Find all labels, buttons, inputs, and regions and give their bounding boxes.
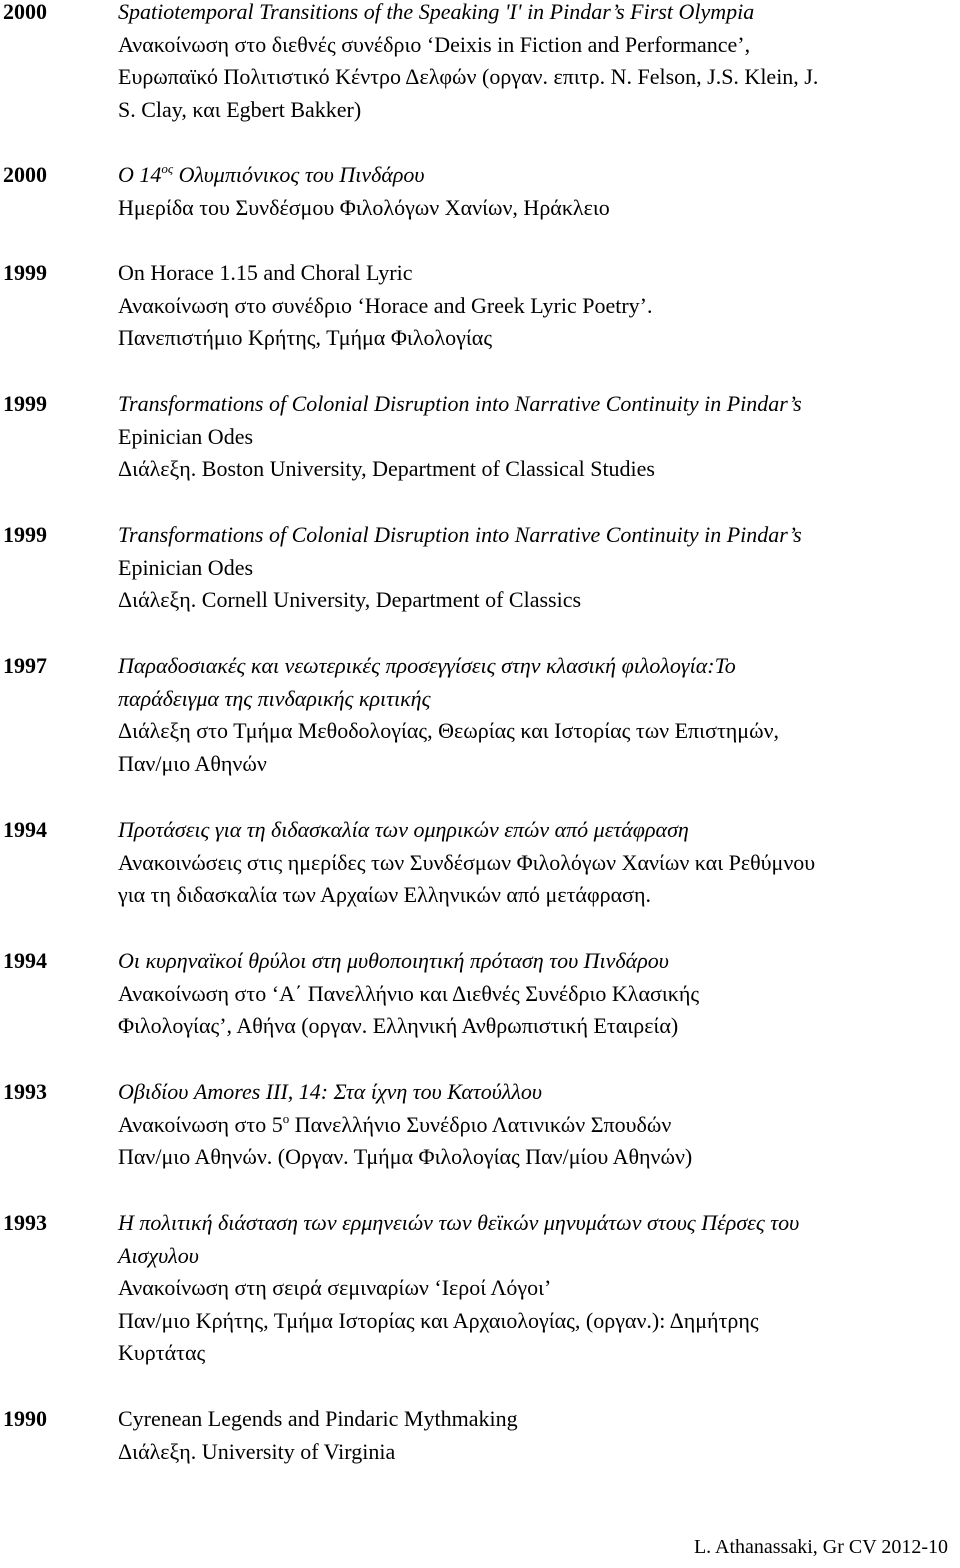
entry-title: Ο $14^{o\varsigma}$ Ολυμπιόνικος του Πινδάρου xyxy=(118,161,425,187)
ordinal-superscript: ο xyxy=(282,1110,290,1126)
entry-body xyxy=(118,519,948,617)
entry-body xyxy=(118,650,948,780)
entry-detail: Ανακοίνωση στο $5^o$ Πανελλήνιο Συνέδριο Λατινικών Σπουδών xyxy=(118,1110,672,1137)
entry-body xyxy=(118,1076,948,1174)
entry-detail: Διάλεξη. Cornell University, Department of Classics xyxy=(118,587,582,612)
page-footer: L. Athanassaki, Gr CV 2012-10 xyxy=(693,1536,948,1558)
entry-detail: Κυρτάτας xyxy=(118,1340,206,1365)
entry-year: 1999 xyxy=(3,260,47,285)
entry-detail: Ανακοίνωση στη σειρά σεμιναρίων ‘Ιεροί Λόγοι’ xyxy=(118,1275,552,1300)
entry-title: Προτάσεις για τη διδασκαλία των ομηρικών επών από μετάφραση xyxy=(118,817,689,842)
entry-detail: Παν/μιο Αθηνών xyxy=(118,750,267,776)
entry-year: 2000 xyxy=(3,0,47,24)
entry-body xyxy=(118,1207,948,1370)
ordinal-superscript: ος xyxy=(161,161,174,176)
entry-detail: Ανακοίνωση στο συνέδριο ‘Horace and Greek Lyric Poetry’. xyxy=(118,292,653,318)
entry-title: Spatiotemporal Transitions of the Speaking 'I' in Pindar’s First Olympia xyxy=(118,0,755,24)
entry-title: On Horace 1.15 and Choral Lyric xyxy=(118,260,413,285)
entry-year: 1990 xyxy=(3,1406,47,1431)
entry-year: 1999 xyxy=(3,391,47,416)
entry-year: 1993 xyxy=(3,1210,47,1235)
entry-detail: για τη διδασκαλία των Αρχαίων Ελληνικών από μετάφραση. xyxy=(118,882,652,907)
entry-title-continued: παράδειγμα της πινδαρικής κριτικής xyxy=(118,685,431,711)
entry-body xyxy=(118,1403,948,1468)
entry-detail: Ευρωπαϊκό Πολιτιστικό Κέντρο Δελφών (οργαν. επιτρ. N. Felson, J.S. Klein, J. xyxy=(118,64,819,89)
entry-body xyxy=(118,0,948,126)
entry-detail: Ανακοίνωση στο διεθνές συνέδριο ‘Deixis in Fiction and Performance’, xyxy=(118,31,751,57)
entry-detail: Παν/μιο Αθηνών. (Οργαν. Τμήμα Φιλολογίας Παν/μίου Αθηνών) xyxy=(118,1144,693,1169)
entry-body xyxy=(118,159,948,224)
entry-year: 1997 xyxy=(3,653,47,678)
entry-detail: Ανακοινώσεις στις ημερίδες των Συνδέσμων Φιλολόγων Χανίων και Ρεθύμνου xyxy=(118,849,816,875)
entry-detail: Φιλολογίας’, Αθήνα (οργαν. Ελληνική Ανθρωπιστική Εταιρεία) xyxy=(118,1013,679,1038)
entry-body xyxy=(118,945,948,1043)
entry-title-continued: Epinician Odes xyxy=(118,554,254,580)
entry-year: 2000 xyxy=(3,162,47,187)
entry-detail: Διάλεξη. University of Virginia xyxy=(118,1438,396,1464)
entry-year: 1999 xyxy=(3,522,47,547)
entry-detail: Ανακοίνωση στο ‘Α΄ Πανελλήνιο και Διεθνές Συνέδριο Κλασικής xyxy=(118,980,700,1006)
entry-title: Transformations of Colonial Disruption into Narrative Continuity in Pindar’s xyxy=(118,522,802,547)
entry-body xyxy=(118,257,948,355)
entry-detail: Πανεπιστήμιο Κρήτης, Τμήμα Φιλολογίας xyxy=(118,325,493,350)
entry-year: 1994 xyxy=(3,948,47,973)
entry-detail: Ημερίδα του Συνδέσμου Φιλολόγων Χανίων, Ηράκλειο xyxy=(118,194,610,220)
entry-body xyxy=(118,814,948,912)
entry-year: 1994 xyxy=(3,817,47,842)
entry-detail: Διάλεξη στο Τμήμα Μεθοδολογίας, Θεωρίας και Ιστορίας των Επιστημών, xyxy=(118,718,780,743)
entry-title: Οι κυρηναϊκοί θρύλοι στη μυθοποιητική πρόταση του Πινδάρου xyxy=(118,948,669,973)
entry-title: Οβιδίου Amores III, 14: Στα ίχνη του Κατούλλου xyxy=(118,1079,542,1104)
entry-title-continued: Αισχυλου xyxy=(118,1242,199,1268)
entry-body xyxy=(118,388,948,486)
entry-detail: S. Clay, και Egbert Bakker) xyxy=(118,96,362,122)
entry-title: Transformations of Colonial Disruption into Narrative Continuity in Pindar’s xyxy=(118,391,802,416)
entry-title: Παραδοσιακές και νεωτερικές προσεγγίσεις στην κλασική φιλολογία:Το xyxy=(118,653,736,678)
entry-detail: Διάλεξη. Boston University, Department of Classical Studies xyxy=(118,456,655,481)
entry-title-continued: Epinician Odes xyxy=(118,423,254,449)
entry-title: Cyrenean Legends and Pindaric Mythmaking xyxy=(118,1406,518,1431)
entry-year: 1993 xyxy=(3,1079,47,1104)
entry-detail: Παν/μιο Κρήτης, Τμήμα Ιστορίας και Αρχαιολογίας, (οργαν.): Δημήτρης xyxy=(118,1307,759,1333)
entry-title: Η πολιτική διάσταση των ερμηνειών των θεϊκών μηνυμάτων στους Πέρσες του xyxy=(118,1210,800,1235)
